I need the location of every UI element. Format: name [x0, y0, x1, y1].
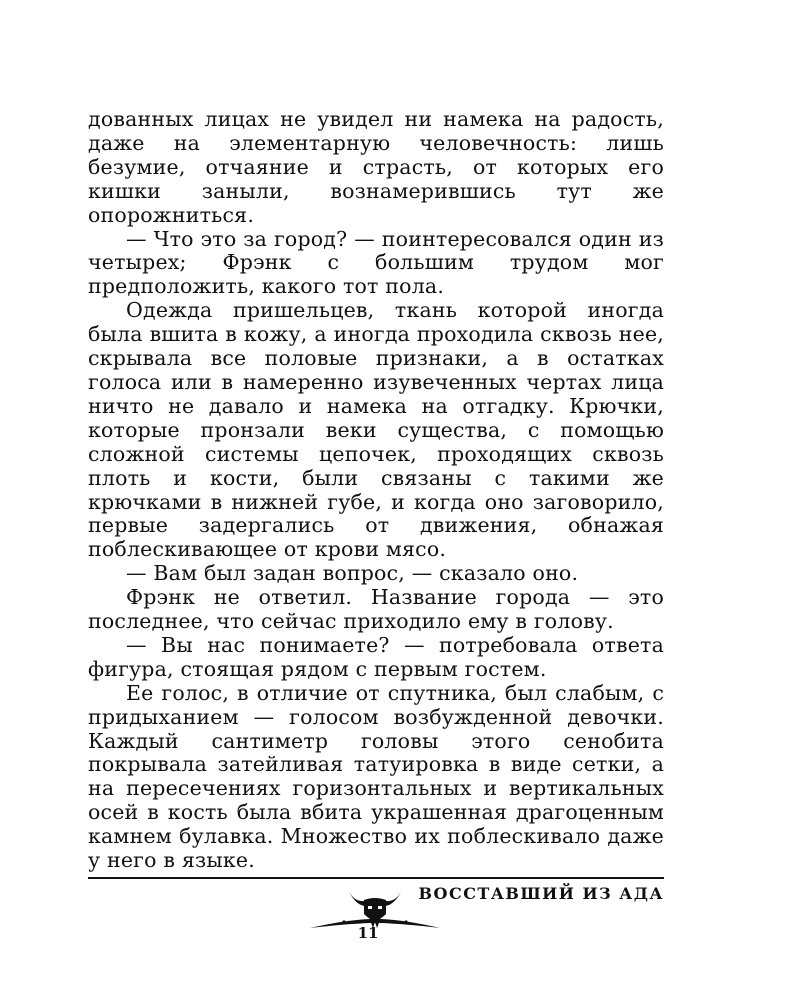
running-title: ВОССТАВШИЙ ИЗ АДА	[418, 884, 664, 903]
paragraph: — Что это за город? — поинтересовался один из четырех; Фрэнк с большим трудом мог предположить, какого тот пола.	[88, 226, 664, 299]
paragraph: Фрэнк не ответил. Название города — это последнее, что сейчас приходило ему в голову.	[88, 585, 664, 634]
paragraph: Ее голос, в отличие от спутника, был слабым, с придыханием — голосом возбужденной девочки. Каждый сантиметр головы этого сенобита покрывала затейливая татуировка в виде сетки, а на пересечениях горизонтальных и вертикальных осей в кость была вбита украшенная драгоценным камнем булавка. Множество их поблескивало даже у него в языке.	[88, 680, 664, 873]
body-text	[88, 108, 664, 873]
paragraph: — Вам был задан вопрос, — сказало оно.	[126, 561, 579, 586]
page-number: 11	[357, 924, 379, 942]
footer-rule	[88, 877, 664, 879]
paragraph: дованных лицах не увидел ни намека на радость, даже на элементарную человечность: лишь безумие, отчаяние и страсть, от которых его кишки заныли, вознамерившись тут же опорожниться.	[88, 107, 664, 227]
paragraph: Одежда пришельцев, ткань которой иногда была вшита в кожу, а иногда проходила сквозь нее, скрывала все половые признаки, а в остатках голоса или в намеренно изувеченных чертах лица ничто не давало и намека на отгадку. Крючки, которые пронзали веки существа, с помощью сложной системы цепочек, проходящих сквозь плоть и кости, были связаны с такими же крючками в нижней губе, и когда оно заговорило, первые задергались от движения, обнажая поблескивающее от крови мясо.	[88, 298, 664, 562]
paragraph: — Вы нас понимаете? — потребовала ответа фигура, стоящая рядом с первым гостем.	[88, 632, 664, 681]
